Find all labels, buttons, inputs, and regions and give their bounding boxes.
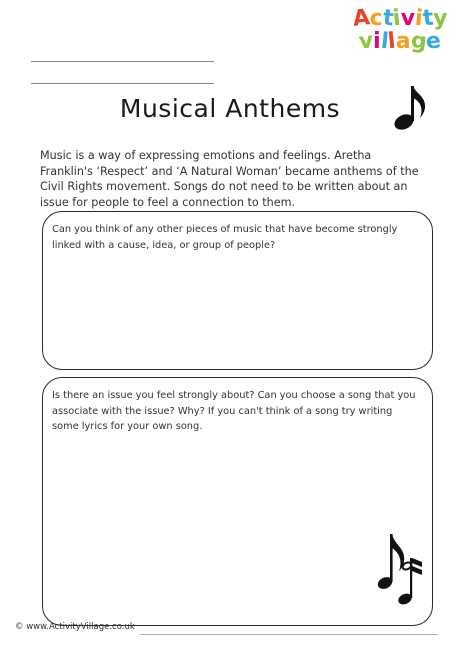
logo-letter: A [351,5,371,32]
activity-village-logo [350,5,450,55]
logo-letter: e [425,28,443,55]
logo-letter: t [381,5,395,32]
logo-letter: y [433,6,448,31]
page-title: Musical Anthems [119,94,341,123]
question-1: Can you think of any other pieces of music that have become strongly linked with a cause, idea, or group of people? [52,224,398,251]
date-line [31,83,214,84]
logo-letter: i [413,5,424,32]
intro-paragraph: Music is a way of expressing emotions and feelings. Aretha Franklin's ‘Respect’ and ‘A Natural Woman’ became anthems of the Civil Rights movement. Songs do not need to be written about an issue for people to feel a connection to them. [40,149,419,209]
answer-box-1[interactable] [42,211,433,370]
footer-copyright: © www.ActivityVillage.co.uk [15,622,135,632]
logo-word-activity [350,5,450,32]
logo-letter: c [369,6,383,31]
name-line [31,61,214,62]
logo-letter: t [421,5,435,32]
logo-letter: v [357,28,375,55]
logo-letter: a [395,29,411,54]
question-2: Is there an issue you feel strongly about? Can you choose a song that you associate with the issue? Why? If you can't think of a song try writing some lyrics for your own song. [52,390,416,432]
logo-word-village [350,28,450,55]
music-notes-icon [376,532,428,610]
eighth-note-icon [392,80,432,132]
logo-letter: g [409,28,428,55]
logo-letter: i [391,5,402,32]
logo-letter: l [386,28,397,55]
answer-box-2[interactable] [42,377,433,626]
logo-letter: l [379,28,390,55]
logo-letter: i [373,29,381,54]
logo-letter: v [400,6,416,31]
footer-divider [140,634,438,635]
